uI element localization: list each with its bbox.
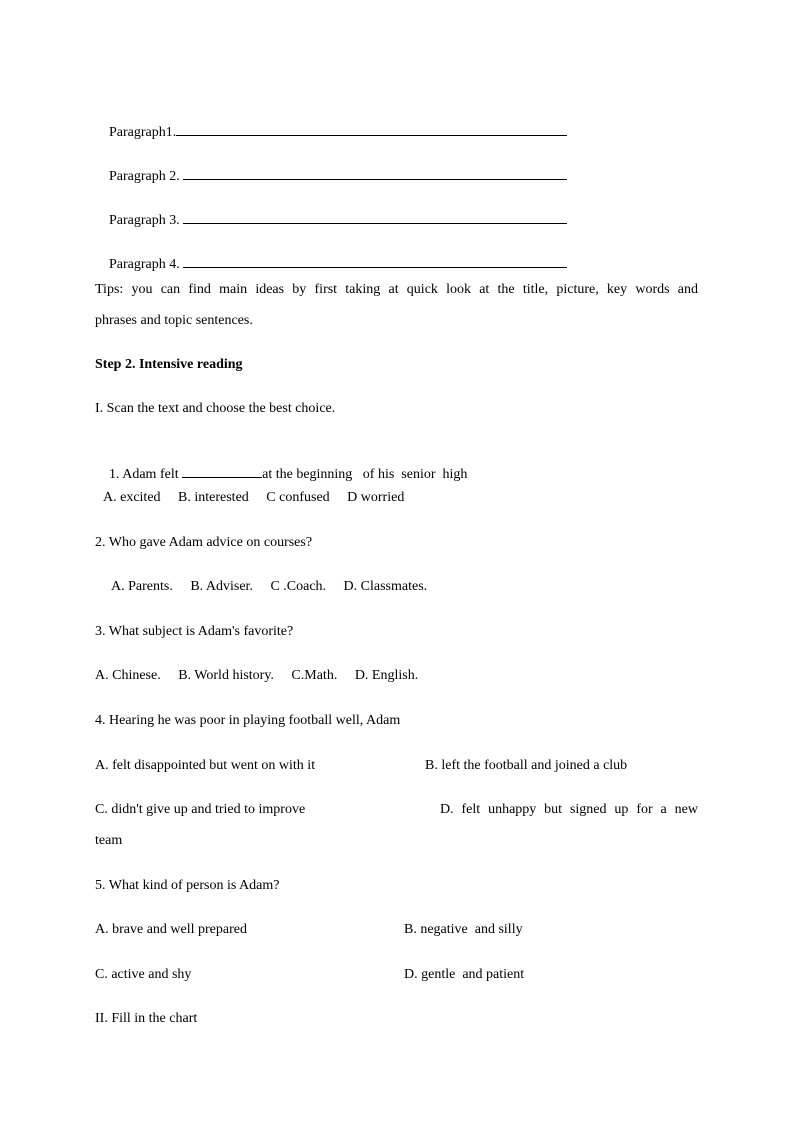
paragraph-3-blank[interactable]: [183, 209, 567, 224]
question-5-option-d: D. gentle and patient: [404, 967, 525, 982]
question-4-option-c: C. didn't give up and tried to improve: [95, 802, 306, 817]
question-5-stem: 5. What kind of person is Adam?: [95, 878, 280, 893]
question-2-stem: 2. Who gave Adam advice on courses?: [95, 535, 313, 550]
question-5-option-c: C. active and shy: [95, 967, 192, 982]
question-1-stem-after: at the beginning of his senior high: [262, 467, 468, 482]
question-5-option-a: A. brave and well prepared: [95, 922, 247, 937]
question-1-options: A. excited B. interested C confused D worried: [103, 490, 405, 505]
section-2-heading: II. Fill in the chart: [95, 1011, 198, 1026]
question-4-option-d: D. felt unhappy but signed up for a new: [440, 802, 698, 817]
paragraph-3-label: Paragraph 3.: [109, 213, 180, 228]
question-4-option-a: A. felt disappointed but went on with it: [95, 758, 316, 773]
question-5-option-b: B. negative and silly: [404, 922, 523, 937]
step2-heading: Step 2. Intensive reading: [95, 357, 243, 372]
paragraph-1-label: Paragraph1.: [109, 125, 177, 140]
question-4-stem: 4. Hearing he was poor in playing football well, Adam: [95, 713, 401, 728]
paragraph-2-label: Paragraph 2.: [109, 169, 180, 184]
paragraph-4-blank[interactable]: [183, 253, 567, 268]
question-4-option-b: B. left the football and joined a club: [425, 758, 628, 773]
question-4-option-d-continued: team: [95, 833, 123, 848]
question-3-options: A. Chinese. B. World history. C.Math. D. English.: [95, 668, 419, 683]
paragraph-4-label: Paragraph 4.: [109, 257, 180, 272]
section-1-heading: I. Scan the text and choose the best choice.: [95, 401, 336, 416]
question-3-stem: 3. What subject is Adam's favorite?: [95, 624, 294, 639]
tips-line-1: Tips: you can find main ideas by first taking at quick look at the title, picture, key words and: [95, 282, 698, 297]
paragraph-1-blank[interactable]: [176, 121, 567, 136]
question-1-blank[interactable]: [182, 463, 262, 478]
paragraph-2-blank[interactable]: [183, 165, 567, 180]
question-1-stem-before: 1. Adam felt: [109, 467, 183, 482]
question-2-options: A. Parents. B. Adviser. C .Coach. D. Classmates.: [111, 579, 428, 594]
tips-line-2: phrases and topic sentences.: [95, 313, 253, 328]
